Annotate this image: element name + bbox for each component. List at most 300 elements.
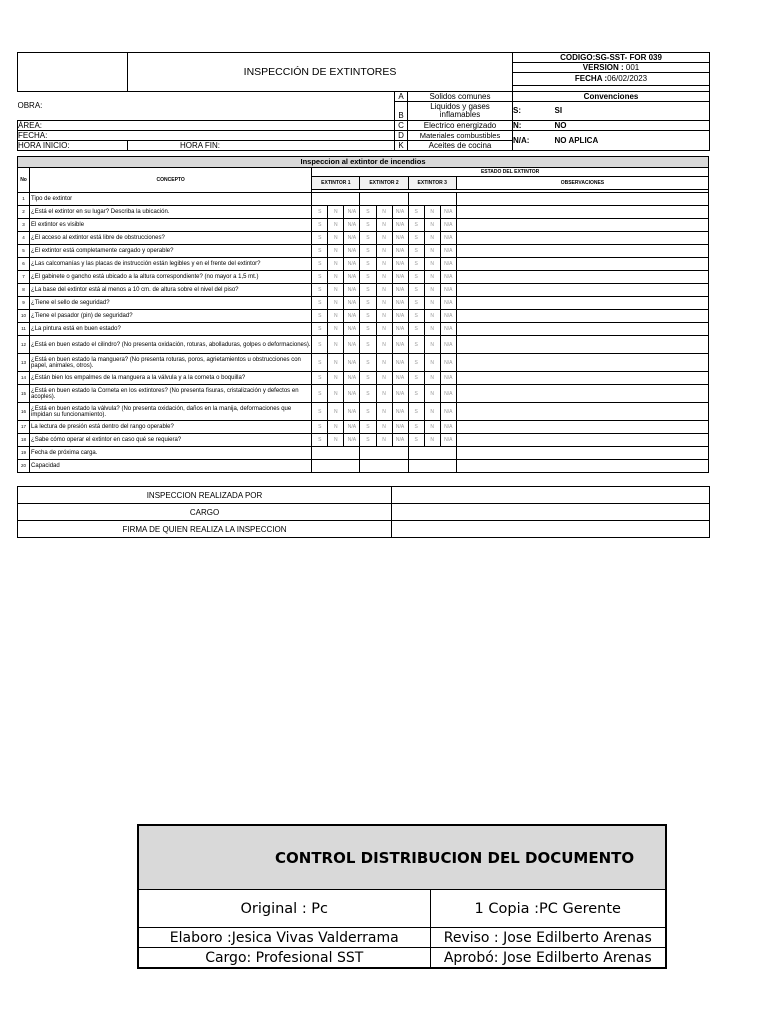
extintor-value-cell[interactable]: [312, 460, 360, 473]
row-number: 8: [18, 284, 30, 297]
option-na-cell[interactable]: N/A: [440, 245, 456, 258]
option-n-cell[interactable]: N: [424, 336, 440, 354]
row-number: 18: [18, 434, 30, 447]
option-na-cell[interactable]: N/A: [344, 206, 360, 219]
option-n-cell[interactable]: N: [376, 219, 392, 232]
option-n-cell[interactable]: N: [328, 284, 344, 297]
observaciones-cell[interactable]: [456, 460, 708, 473]
table-row: [18, 354, 709, 372]
option-na-cell[interactable]: N/A: [392, 310, 408, 323]
option-n-cell[interactable]: N: [424, 271, 440, 284]
option-s-cell[interactable]: S: [312, 372, 328, 385]
extintor-1-header: EXTINTOR 1: [312, 177, 360, 190]
option-s-cell[interactable]: S: [360, 421, 376, 434]
hora-inicio-field[interactable]: [18, 141, 128, 151]
option-n-cell[interactable]: N: [424, 245, 440, 258]
option-na-cell[interactable]: N/A: [392, 206, 408, 219]
option-n-cell[interactable]: N: [328, 297, 344, 310]
option-na-cell[interactable]: N/A: [440, 336, 456, 354]
row-number: 1: [18, 193, 30, 206]
option-na-cell[interactable]: N/A: [344, 297, 360, 310]
extintor-value-cell[interactable]: [408, 193, 456, 206]
observaciones-cell[interactable]: [456, 403, 708, 421]
option-s-cell[interactable]: S: [312, 258, 328, 271]
section-title: Inspeccion al extintor de incendios: [18, 157, 709, 168]
option-n-cell[interactable]: N: [328, 323, 344, 336]
row-concept: Fecha de próxima carga.: [30, 447, 312, 460]
option-n-cell[interactable]: N: [328, 245, 344, 258]
option-n-cell[interactable]: N: [424, 206, 440, 219]
signature-table: [17, 486, 710, 538]
option-na-cell[interactable]: N/A: [440, 372, 456, 385]
col-obs-header: OBSERVACIONES: [456, 177, 708, 190]
row-number: 7: [18, 271, 30, 284]
row-concept: ¿Está en buen estado la válvula? (No presenta oxidación, daños en la manija, deformaciones que impidan su funcionamiento).: [30, 403, 312, 421]
option-na-cell[interactable]: N/A: [392, 297, 408, 310]
class-code: K: [395, 141, 408, 151]
option-n-cell[interactable]: N: [424, 284, 440, 297]
option-na-cell[interactable]: N/A: [440, 219, 456, 232]
firma-label: FIRMA DE QUIEN REALIZA LA INSPECCION: [18, 521, 392, 538]
table-row: [18, 447, 709, 460]
doc-version: VERSION : 001: [513, 63, 710, 73]
extintor-value-cell[interactable]: [312, 193, 360, 206]
row-concept: ¿Está el extintor en su lugar? Describa la ubicación.: [30, 206, 312, 219]
option-n-cell[interactable]: N: [328, 372, 344, 385]
row-number: 12: [18, 336, 30, 354]
extintor-value-cell[interactable]: [312, 447, 360, 460]
obra-label: OBRA:: [17, 101, 43, 110]
option-s-cell[interactable]: S: [312, 403, 328, 421]
option-s-cell[interactable]: S: [408, 354, 424, 372]
option-n-cell[interactable]: N: [424, 297, 440, 310]
option-s-cell[interactable]: S: [408, 372, 424, 385]
class-code: A: [395, 92, 408, 102]
option-na-cell[interactable]: N/A: [440, 434, 456, 447]
option-n-cell[interactable]: N: [376, 245, 392, 258]
class-desc: Electrico energizado: [408, 121, 513, 131]
option-na-cell[interactable]: N/A: [344, 336, 360, 354]
option-na-cell[interactable]: N/A: [344, 310, 360, 323]
option-n-cell[interactable]: N: [328, 385, 344, 403]
row-number: 2: [18, 206, 30, 219]
option-n-cell[interactable]: N: [376, 258, 392, 271]
option-s-cell[interactable]: S: [408, 310, 424, 323]
row-concept: ¿El gabinete o gancho está ubicado a la altura correspondiente? (no mayor a 1,5 mt.): [30, 271, 312, 284]
conv-desc: NO: [555, 121, 710, 131]
row-number: 6: [18, 258, 30, 271]
option-na-cell[interactable]: N/A: [344, 284, 360, 297]
option-n-cell[interactable]: N: [424, 372, 440, 385]
row-number: 14: [18, 372, 30, 385]
copia-cell: 1 Copia :PC Gerente: [430, 890, 666, 928]
option-n-cell[interactable]: N: [376, 206, 392, 219]
option-n-cell[interactable]: N: [328, 258, 344, 271]
conv-desc: NO APLICA: [555, 131, 710, 151]
option-n-cell[interactable]: N: [424, 434, 440, 447]
option-s-cell[interactable]: S: [408, 336, 424, 354]
class-desc: Solidos comunes: [408, 92, 513, 102]
class-code: D: [395, 131, 408, 141]
option-n-cell[interactable]: N: [328, 206, 344, 219]
table-row: [18, 219, 709, 232]
option-n-cell[interactable]: N: [328, 219, 344, 232]
option-n-cell[interactable]: N: [424, 421, 440, 434]
option-na-cell[interactable]: N/A: [440, 421, 456, 434]
option-na-cell[interactable]: N/A: [344, 245, 360, 258]
distribution-title: CONTROL DISTRIBUCION DEL DOCUMENTO: [138, 825, 666, 890]
option-na-cell[interactable]: N/A: [344, 323, 360, 336]
option-n-cell[interactable]: N: [376, 336, 392, 354]
conv-code: N:: [513, 121, 555, 131]
class-desc: Aceites de cocina: [408, 141, 513, 151]
extintor-value-cell[interactable]: [360, 460, 408, 473]
option-s-cell[interactable]: S: [408, 385, 424, 403]
col-no-header: No: [18, 168, 30, 193]
cargo-label: CARGO: [18, 504, 392, 521]
option-s-cell[interactable]: S: [408, 206, 424, 219]
hora-inicio-label: HORA INICIO:: [18, 140, 70, 150]
option-s-cell[interactable]: S: [312, 421, 328, 434]
option-n-cell[interactable]: N: [376, 354, 392, 372]
row-concept: La lectura de presión está dentro del rango operable?: [30, 421, 312, 434]
option-na-cell[interactable]: N/A: [344, 258, 360, 271]
option-s-cell[interactable]: S: [360, 271, 376, 284]
option-s-cell[interactable]: S: [360, 219, 376, 232]
option-s-cell[interactable]: S: [408, 403, 424, 421]
option-s-cell[interactable]: S: [408, 434, 424, 447]
option-n-cell[interactable]: N: [328, 434, 344, 447]
observaciones-cell[interactable]: [456, 310, 708, 323]
row-concept: ¿Sabe cómo operar el extintor en caso qué se requiera?: [30, 434, 312, 447]
option-s-cell[interactable]: S: [360, 310, 376, 323]
observaciones-cell[interactable]: [456, 354, 708, 372]
table-row: [18, 193, 709, 206]
option-n-cell[interactable]: N: [424, 310, 440, 323]
fecha-field[interactable]: [18, 131, 395, 141]
option-n-cell[interactable]: N: [376, 403, 392, 421]
option-s-cell[interactable]: S: [360, 323, 376, 336]
table-row: [18, 372, 709, 385]
option-n-cell[interactable]: N: [424, 354, 440, 372]
option-na-cell[interactable]: N/A: [392, 403, 408, 421]
elaboro-cell: Elaboro :Jesica Vivas Valderrama: [138, 928, 430, 948]
row-concept: ¿Tiene el sello de seguridad?: [30, 297, 312, 310]
option-n-cell[interactable]: N: [424, 258, 440, 271]
option-na-cell[interactable]: N/A: [440, 284, 456, 297]
option-na-cell[interactable]: N/A: [344, 219, 360, 232]
obra-field[interactable]: [18, 92, 395, 121]
observaciones-cell[interactable]: [456, 297, 708, 310]
option-s-cell[interactable]: S: [312, 297, 328, 310]
option-na-cell[interactable]: N/A: [392, 219, 408, 232]
observaciones-cell[interactable]: [456, 271, 708, 284]
option-s-cell[interactable]: S: [312, 206, 328, 219]
hora-fin-label: HORA FIN:: [180, 140, 221, 150]
option-na-cell[interactable]: N/A: [440, 258, 456, 271]
option-s-cell[interactable]: S: [312, 310, 328, 323]
option-na-cell[interactable]: N/A: [392, 354, 408, 372]
option-s-cell[interactable]: S: [408, 323, 424, 336]
option-s-cell[interactable]: S: [360, 403, 376, 421]
option-na-cell[interactable]: N/A: [440, 206, 456, 219]
observaciones-cell[interactable]: [456, 193, 708, 206]
option-na-cell[interactable]: N/A: [392, 271, 408, 284]
observaciones-cell[interactable]: [456, 219, 708, 232]
class-desc: Materiales combustibles: [408, 131, 513, 141]
extintor-value-cell[interactable]: [408, 460, 456, 473]
conv-code: N/A:: [513, 131, 555, 151]
option-n-cell[interactable]: N: [328, 403, 344, 421]
option-na-cell[interactable]: N/A: [392, 232, 408, 245]
option-s-cell[interactable]: S: [408, 219, 424, 232]
observaciones-cell[interactable]: [456, 232, 708, 245]
table-row: [18, 232, 709, 245]
option-n-cell[interactable]: N: [328, 310, 344, 323]
row-concept: ¿La base del extintor está al menos a 10 cm. de altura sobre el nivel del piso?: [30, 284, 312, 297]
checklist-rows: [18, 193, 709, 473]
form-title: INSPECCIÓN DE EXTINTORES: [128, 53, 513, 92]
observaciones-cell[interactable]: [456, 323, 708, 336]
option-s-cell[interactable]: S: [408, 245, 424, 258]
row-number: 3: [18, 219, 30, 232]
option-na-cell[interactable]: N/A: [344, 232, 360, 245]
option-s-cell[interactable]: S: [408, 284, 424, 297]
option-n-cell[interactable]: N: [376, 385, 392, 403]
option-s-cell[interactable]: S: [360, 284, 376, 297]
row-number: 20: [18, 460, 30, 473]
row-number: 10: [18, 310, 30, 323]
table-row: [18, 310, 709, 323]
table-row: [18, 245, 709, 258]
option-na-cell[interactable]: N/A: [344, 271, 360, 284]
row-concept: ¿Está en buen estado el cilindro? (No presenta oxidación, roturas, abolladuras, golpes o deformaciones).: [30, 336, 312, 354]
option-n-cell[interactable]: N: [424, 219, 440, 232]
option-na-cell[interactable]: N/A: [344, 385, 360, 403]
option-s-cell[interactable]: S: [360, 206, 376, 219]
option-na-cell[interactable]: N/A: [392, 245, 408, 258]
option-s-cell[interactable]: S: [408, 232, 424, 245]
extintor-value-cell[interactable]: [360, 447, 408, 460]
option-n-cell[interactable]: N: [376, 434, 392, 447]
option-n-cell[interactable]: N: [376, 284, 392, 297]
option-na-cell[interactable]: N/A: [392, 421, 408, 434]
option-na-cell[interactable]: N/A: [440, 297, 456, 310]
option-s-cell[interactable]: S: [360, 372, 376, 385]
row-concept: ¿Están bien los empalmes de la manguera a la válvula y a la corneta o boquilla?: [30, 372, 312, 385]
row-concept: ¿El extintor está completamente cargado y operable?: [30, 245, 312, 258]
row-number: 5: [18, 245, 30, 258]
original-cell: Original : Pc: [138, 890, 430, 928]
reviso-cell: Reviso : Jose Edilberto Arenas: [430, 928, 666, 948]
doc-date: FECHA :06/02/2023: [513, 73, 710, 86]
row-number: 17: [18, 421, 30, 434]
conv-desc: SI: [555, 102, 710, 121]
observaciones-cell[interactable]: [456, 336, 708, 354]
extintor-value-cell[interactable]: [360, 193, 408, 206]
row-concept: ¿Tiene el pasador (pin) de seguridad?: [30, 310, 312, 323]
extintor-value-cell[interactable]: [408, 447, 456, 460]
realizada-por-label: INSPECCION REALIZADA POR: [18, 487, 392, 504]
option-na-cell[interactable]: N/A: [344, 421, 360, 434]
option-na-cell[interactable]: N/A: [440, 354, 456, 372]
option-s-cell[interactable]: S: [312, 219, 328, 232]
area-field[interactable]: [18, 121, 395, 131]
conv-code: S:: [513, 102, 555, 121]
row-concept: ¿Está en buen estado la Corneta en los extintores? (No presenta fisuras, cristalización y defectos en acoples).: [30, 385, 312, 403]
hora-fin-field[interactable]: [128, 141, 395, 151]
option-s-cell[interactable]: S: [312, 336, 328, 354]
option-na-cell[interactable]: N/A: [392, 323, 408, 336]
option-n-cell[interactable]: N: [376, 323, 392, 336]
option-n-cell[interactable]: N: [424, 385, 440, 403]
firma-field[interactable]: [392, 521, 710, 538]
col-concepto-header: CONCEPTO: [30, 168, 312, 193]
row-number: 19: [18, 447, 30, 460]
observaciones-cell[interactable]: [456, 258, 708, 271]
observaciones-cell[interactable]: [456, 206, 708, 219]
cargo-field[interactable]: [392, 504, 710, 521]
option-s-cell[interactable]: S: [360, 434, 376, 447]
extintor-2-header: EXTINTOR 2: [360, 177, 408, 190]
row-concept: Tipo de extintor: [30, 193, 312, 206]
row-number: 16: [18, 403, 30, 421]
option-na-cell[interactable]: N/A: [440, 310, 456, 323]
option-s-cell[interactable]: S: [360, 385, 376, 403]
option-s-cell[interactable]: S: [408, 421, 424, 434]
class-code: B: [395, 102, 408, 121]
table-row: [18, 323, 709, 336]
row-number: 15: [18, 385, 30, 403]
observaciones-cell[interactable]: [456, 245, 708, 258]
option-s-cell[interactable]: S: [312, 354, 328, 372]
row-number: 11: [18, 323, 30, 336]
option-s-cell[interactable]: S: [360, 245, 376, 258]
option-na-cell[interactable]: N/A: [344, 434, 360, 447]
class-code: C: [395, 121, 408, 131]
table-row: [18, 271, 709, 284]
table-row: [18, 206, 709, 219]
aprobo-cell: Aprobó: Jose Edilberto Arenas: [430, 948, 666, 969]
option-s-cell[interactable]: S: [312, 245, 328, 258]
observaciones-cell[interactable]: [456, 434, 708, 447]
option-s-cell[interactable]: S: [312, 284, 328, 297]
observaciones-cell[interactable]: [456, 421, 708, 434]
option-n-cell[interactable]: N: [376, 271, 392, 284]
option-n-cell[interactable]: N: [376, 232, 392, 245]
option-s-cell[interactable]: S: [360, 354, 376, 372]
table-row: [18, 297, 709, 310]
row-concept: Capacidad: [30, 460, 312, 473]
option-na-cell[interactable]: N/A: [392, 385, 408, 403]
row-concept: ¿El acceso al extintor está libre de obstrucciones?: [30, 232, 312, 245]
row-concept: ¿Está en buen estado la manguera? (No presenta roturas, poros, agrietamientos u obstrucciones con papel, animales, otros).: [30, 354, 312, 372]
distribution-control-table: [137, 824, 667, 969]
option-na-cell[interactable]: N/A: [440, 232, 456, 245]
option-s-cell[interactable]: S: [408, 271, 424, 284]
option-na-cell[interactable]: N/A: [392, 372, 408, 385]
option-s-cell[interactable]: S: [360, 258, 376, 271]
option-n-cell[interactable]: N: [376, 297, 392, 310]
extintor-3-header: EXTINTOR 3: [408, 177, 456, 190]
row-number: 13: [18, 354, 30, 372]
inspection-checklist: [17, 156, 709, 473]
option-na-cell[interactable]: N/A: [392, 258, 408, 271]
option-s-cell[interactable]: S: [312, 323, 328, 336]
table-row: [18, 421, 709, 434]
option-s-cell[interactable]: S: [312, 385, 328, 403]
col-estado-header: ESTADO DEL EXTINTOR: [312, 168, 709, 177]
row-concept: ¿Las calcomanías y las placas de instrucción están legibles y en el frente del extintor?: [30, 258, 312, 271]
option-s-cell[interactable]: S: [312, 232, 328, 245]
table-row: [18, 385, 709, 403]
option-na-cell[interactable]: N/A: [440, 271, 456, 284]
option-n-cell[interactable]: N: [328, 354, 344, 372]
option-s-cell[interactable]: S: [408, 297, 424, 310]
option-n-cell[interactable]: N: [328, 336, 344, 354]
row-number: 4: [18, 232, 30, 245]
option-s-cell[interactable]: S: [360, 232, 376, 245]
fecha-field-label: FECHA:: [18, 130, 48, 140]
option-n-cell[interactable]: N: [376, 421, 392, 434]
option-na-cell[interactable]: N/A: [344, 354, 360, 372]
option-na-cell[interactable]: N/A: [392, 284, 408, 297]
option-n-cell[interactable]: N: [424, 323, 440, 336]
observaciones-cell[interactable]: [456, 284, 708, 297]
option-na-cell[interactable]: N/A: [344, 403, 360, 421]
option-na-cell[interactable]: N/A: [392, 336, 408, 354]
option-s-cell[interactable]: S: [312, 271, 328, 284]
doc-code: CODIGO:SG-SST- FOR 039: [513, 53, 710, 63]
option-s-cell[interactable]: S: [312, 434, 328, 447]
option-na-cell[interactable]: N/A: [440, 323, 456, 336]
header-table: [17, 52, 710, 151]
class-desc: Liquidos y gases inflamables: [408, 102, 513, 121]
table-row: [18, 258, 709, 271]
option-na-cell[interactable]: N/A: [344, 372, 360, 385]
option-na-cell[interactable]: N/A: [440, 385, 456, 403]
option-n-cell[interactable]: N: [376, 310, 392, 323]
table-row: [18, 284, 709, 297]
realizada-por-field[interactable]: [392, 487, 710, 504]
option-n-cell[interactable]: N: [328, 271, 344, 284]
option-n-cell[interactable]: N: [328, 232, 344, 245]
table-row: [18, 336, 709, 354]
option-s-cell[interactable]: S: [360, 297, 376, 310]
logo-cell: [18, 53, 128, 92]
observaciones-cell[interactable]: [456, 447, 708, 460]
option-n-cell[interactable]: N: [424, 403, 440, 421]
row-concept: ¿La pintura está en buen estado?: [30, 323, 312, 336]
table-row: [18, 434, 709, 447]
row-number: 9: [18, 297, 30, 310]
observaciones-cell[interactable]: [456, 372, 708, 385]
table-row: [18, 403, 709, 421]
option-na-cell[interactable]: N/A: [392, 434, 408, 447]
convenciones-title: Convenciones: [513, 92, 710, 102]
area-label: ÁREA:: [18, 120, 43, 130]
observaciones-cell[interactable]: [456, 385, 708, 403]
option-n-cell[interactable]: N: [376, 372, 392, 385]
option-s-cell[interactable]: S: [408, 258, 424, 271]
option-s-cell[interactable]: S: [360, 336, 376, 354]
option-n-cell[interactable]: N: [424, 232, 440, 245]
row-concept: El extintor es visible: [30, 219, 312, 232]
cargo-cell: Cargo: Profesional SST: [138, 948, 430, 969]
option-na-cell[interactable]: N/A: [440, 403, 456, 421]
table-row: [18, 460, 709, 473]
option-n-cell[interactable]: N: [328, 421, 344, 434]
